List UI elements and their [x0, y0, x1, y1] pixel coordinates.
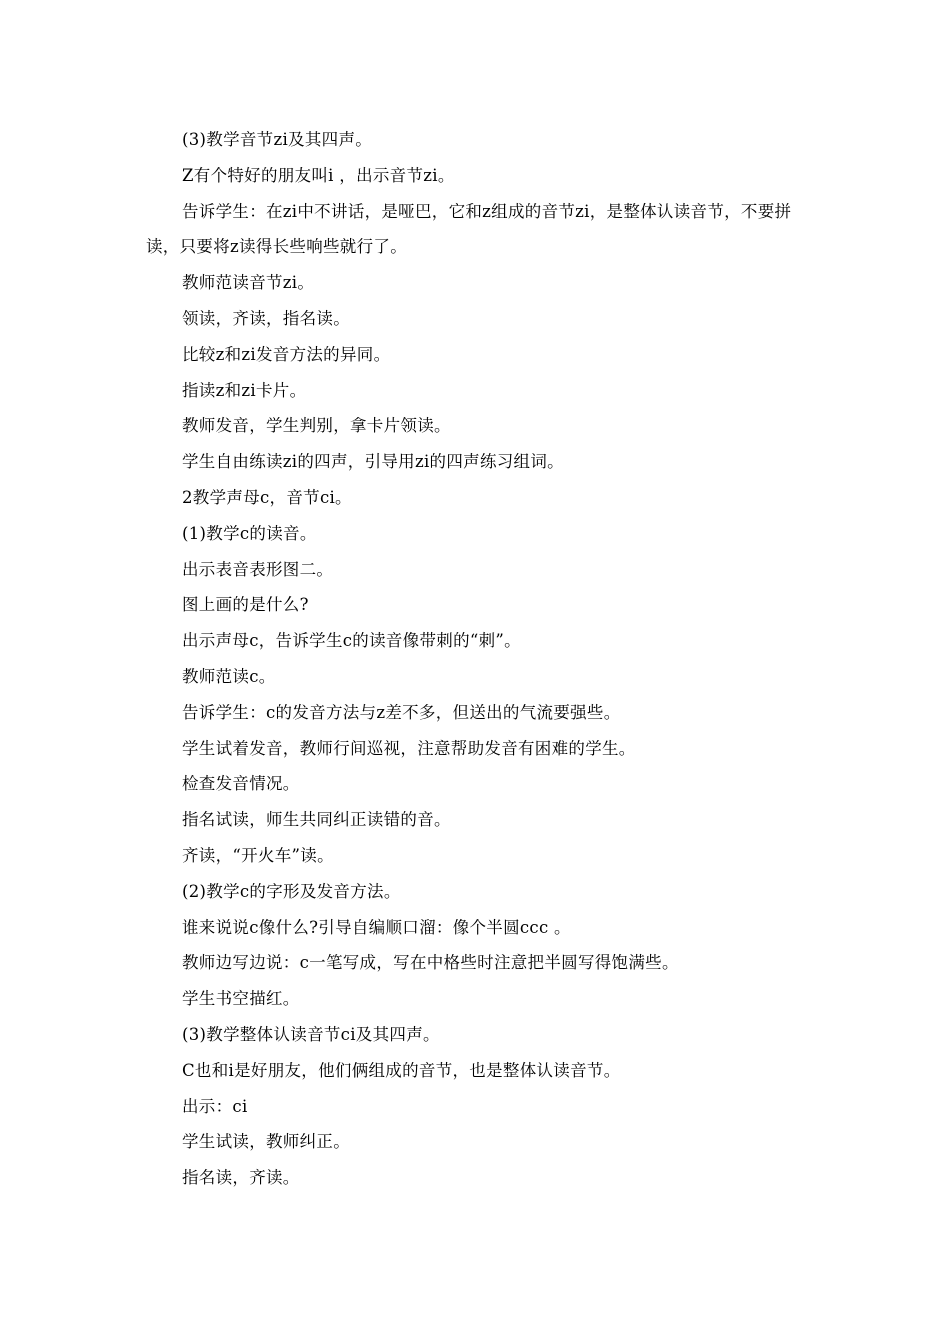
paragraph: 出示：ci [182, 1096, 248, 1116]
paragraph: 告诉学生：在zi中不讲话，是哑巴，它和z组成的音节zi，是整体认读音节，不要拼读，只要将z读得长些响些就行了。 [146, 201, 792, 257]
paragraph: 学生试着发音，教师行间巡视，注意帮助发音有困难的学生。 [182, 738, 636, 758]
paragraph: 出示表音表形图二。 [182, 559, 334, 579]
paragraph: 齐读，“开火车”读。 [182, 845, 334, 865]
paragraph: 教师发音，学生判别，拿卡片领读。 [182, 416, 451, 436]
paragraph: 学生书空描红。 [182, 989, 300, 1009]
paragraph: 2教学声母c，音节ci。 [182, 487, 352, 507]
paragraph: 检查发音情况。 [182, 774, 300, 794]
paragraph: 指读z和zi卡片。 [182, 380, 307, 400]
paragraph: 领读，齐读，指名读。 [182, 308, 350, 328]
paragraph: 比较z和zi发音方法的异同。 [182, 344, 391, 364]
paragraph: 教师范读c。 [182, 666, 276, 686]
paragraph: C也和i是好朋友，他们俩组成的音节，也是整体认读音节。 [182, 1060, 621, 1080]
document-body [146, 122, 814, 1196]
paragraph: 教师范读音节zi。 [182, 273, 315, 293]
paragraph: 出示声母c，告诉学生c的读音像带刺的“刺”。 [182, 631, 521, 651]
paragraph: (3)教学音节zi及其四声。 [182, 130, 373, 149]
paragraph: 学生自由练读zi的四声，引导用zi的四声练习组词。 [182, 452, 564, 472]
paragraph: 谁来说说c像什么?引导自编顺口溜：像个半圆ccc 。 [182, 917, 571, 937]
paragraph: 教师边写边说：c一笔写成，写在中格些时注意把半圆写得饱满些。 [182, 953, 679, 973]
paragraph: 学生试读，教师纠正。 [182, 1132, 350, 1152]
paragraph: 图上画的是什么? [182, 595, 309, 615]
paragraph: 告诉学生：c的发音方法与z差不多，但送出的气流要强些。 [182, 702, 621, 722]
paragraph: Z有个特好的朋友叫i ，出示音节zi。 [182, 165, 455, 185]
paragraph: (3)教学整体认读音节ci及其四声。 [182, 1024, 440, 1044]
paragraph: (2)教学c的字形及发音方法。 [182, 881, 401, 901]
paragraph: 指名试读，师生共同纠正读错的音。 [182, 810, 451, 830]
paragraph: 指名读，齐读。 [182, 1168, 300, 1188]
paragraph: (1)教学c的读音。 [182, 523, 317, 543]
